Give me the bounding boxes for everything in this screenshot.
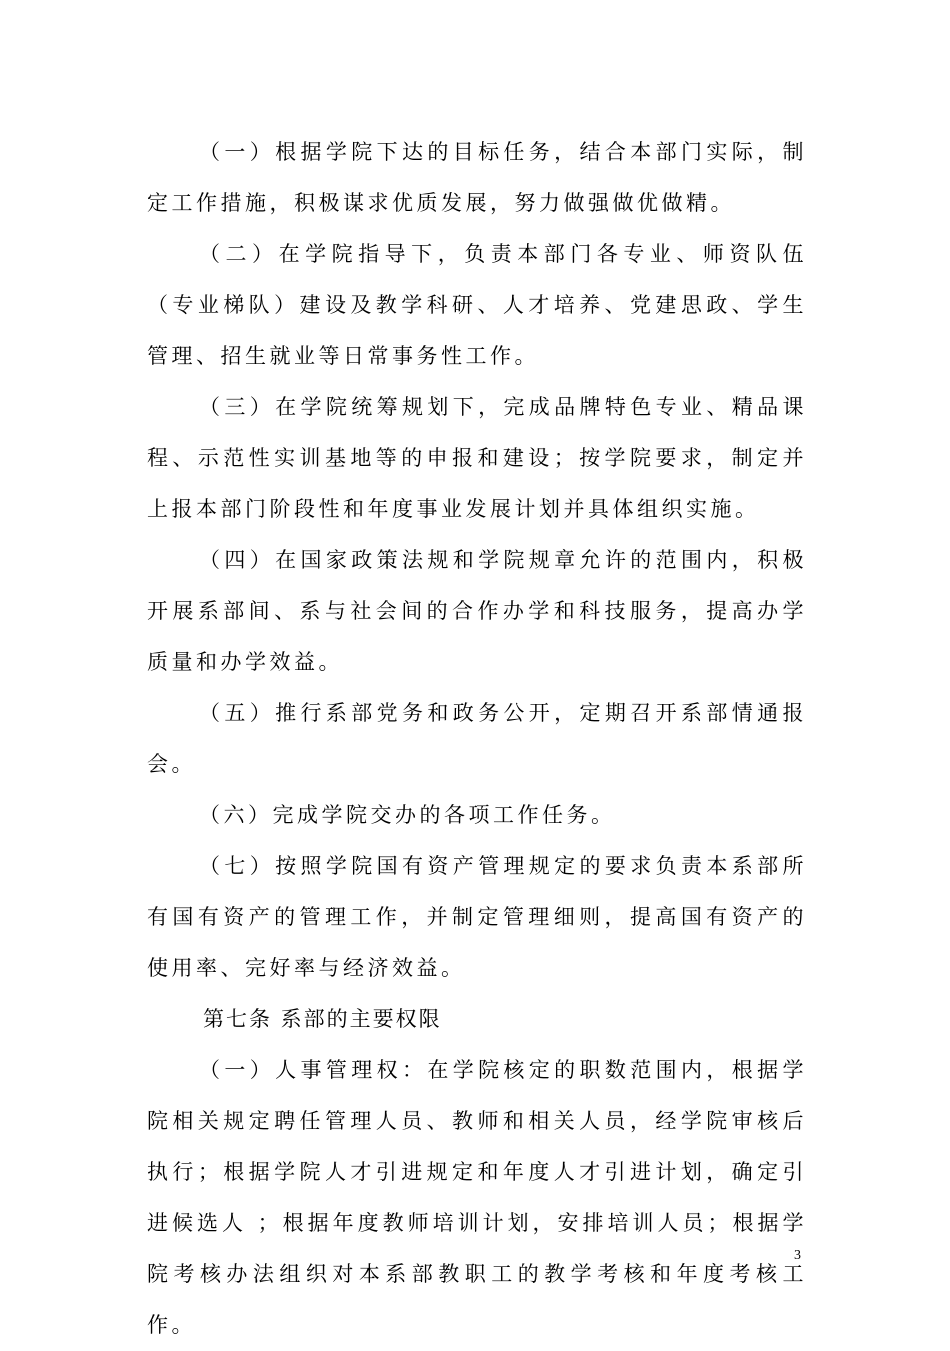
- paragraph-item-4: （四）在国家政策法规和学院规章允许的范围内，积极开展系部间、系与社会间的合作办学和科技服务，提高办学质量和办学效益。: [147, 548, 807, 674]
- paragraph-item-3: （三）在学院统筹规划下，完成品牌特色专业、精品课程、示范性实训基地等的申报和建设；按学院要求，制定并上报本部门阶段性和年度事业发展计划并具体组织实施。: [147, 395, 807, 521]
- paragraph-item-6: （六）完成学院交办的各项工作任务。: [199, 803, 616, 827]
- paragraph-item-2: （二）在学院指导下，负责本部门各专业、师资队伍（专业梯队）建设及教学科研、人才培养、党建思政、学生管理、招生就业等日常事务性工作。: [147, 242, 807, 368]
- paragraph-item-8: （一）人事管理权：在学院核定的职数范围内，根据学院相关规定聘任管理人员、教师和相关人员，经学院审核后执行；根据学院人才引进规定和年度人才引进计划，确定引进候选人 ；根据年度教师培训计划，安排培训人员；根据学院考核办法组织对本系部教职工的教学考核和年度考核工作。: [147, 1058, 807, 1337]
- paragraph-item-7: （七）按照学院国有资产管理规定的要求负责本系部所有国有资产的管理工作，并制定管理细则，提高国有资产的使用率、完好率与经济效益。: [147, 854, 807, 980]
- paragraph-item-1: （一）根据学院下达的目标任务，结合本部门实际，制定工作措施，积极谋求优质发展，努力做强做优做精。: [147, 140, 807, 215]
- document-body: [147, 127, 807, 1351]
- paragraph-item-5: （五）推行系部党务和政务公开，定期召开系部情通报会。: [147, 701, 807, 776]
- page-number: 3: [794, 1248, 801, 1263]
- article-heading: 第七条 系部的主要权限: [203, 1007, 442, 1031]
